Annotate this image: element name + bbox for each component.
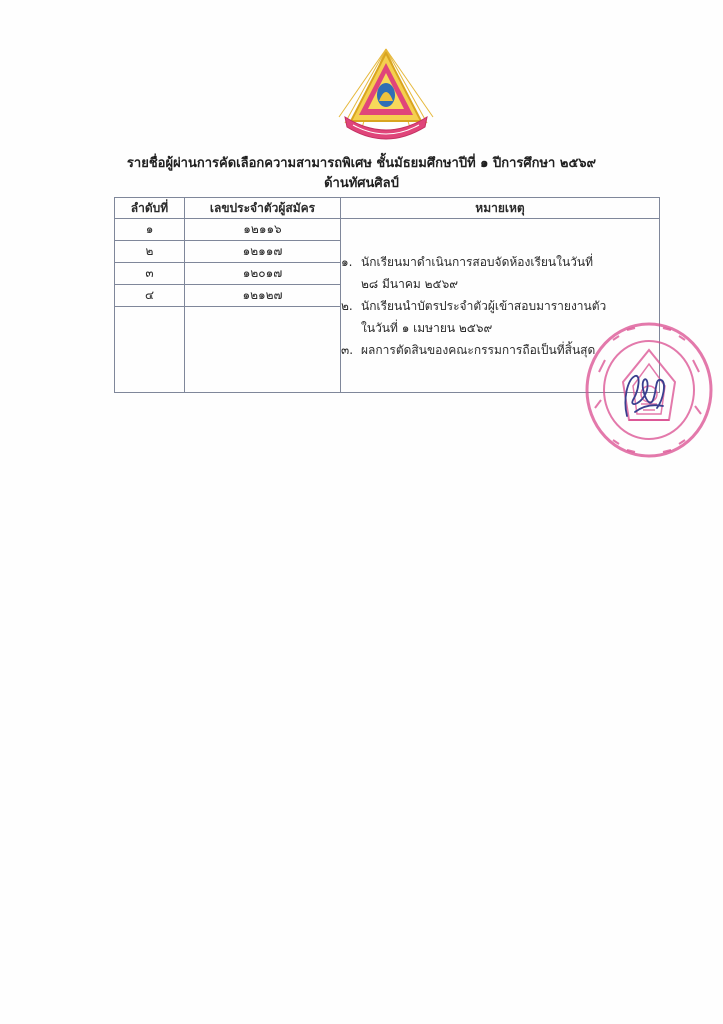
header-applicant-id: เลขประจำตัวผู้สมัคร [185,198,341,219]
remark-text: นักเรียนนำบัตรประจำตัวผู้เข้าสอบมารายงานตัว [361,298,607,313]
remark-item [341,251,659,295]
order-cell: ๑ [115,219,185,241]
applicant-id-cell: ๑๒๑๑๖ [185,219,341,241]
applicant-id-cell: ๑๒๑๑๗ [185,241,341,263]
official-seal-stamp-icon [583,320,715,460]
applicant-id-cell: ๑๒๑๒๗ [185,285,341,307]
header-order: ลำดับที่ [115,198,185,219]
remark-number: ๑. [341,254,353,269]
empty-cell [115,307,185,393]
remark-text: นักเรียนมาดำเนินการสอบจัดห้องเรียนในวันที่ [361,254,594,269]
remark-continuation: ในวันที่ ๑ เมษายน ๒๕๖๙ [361,320,493,335]
table-header-row [115,198,660,219]
remark-number: ๓. [341,342,354,357]
empty-cell [185,307,341,393]
school-emblem-icon [333,47,439,145]
remark-number: ๒. [341,298,353,313]
table-row [115,219,660,241]
result-table [114,197,660,393]
header-remarks: หมายเหตุ [341,198,660,219]
order-cell: ๓ [115,263,185,285]
order-cell: ๔ [115,285,185,307]
remark-text: ผลการตัดสินของคณะกรรมการถือเป็นที่สิ้นสุด [361,342,596,357]
document-title: รายชื่อผู้ผ่านการคัดเลือกความสามารถพิเศษ ชั้นมัธยมศึกษาปีที่ ๑ ปีการศึกษา ๒๕๖๙ [126,156,597,171]
applicant-id-cell: ๑๒๐๑๗ [185,263,341,285]
order-cell: ๒ [115,241,185,263]
document-subtitle: ด้านทัศนศิลป์ [324,176,399,191]
remark-continuation: ๒๘ มีนาคม ๒๕๖๙ [361,276,458,291]
